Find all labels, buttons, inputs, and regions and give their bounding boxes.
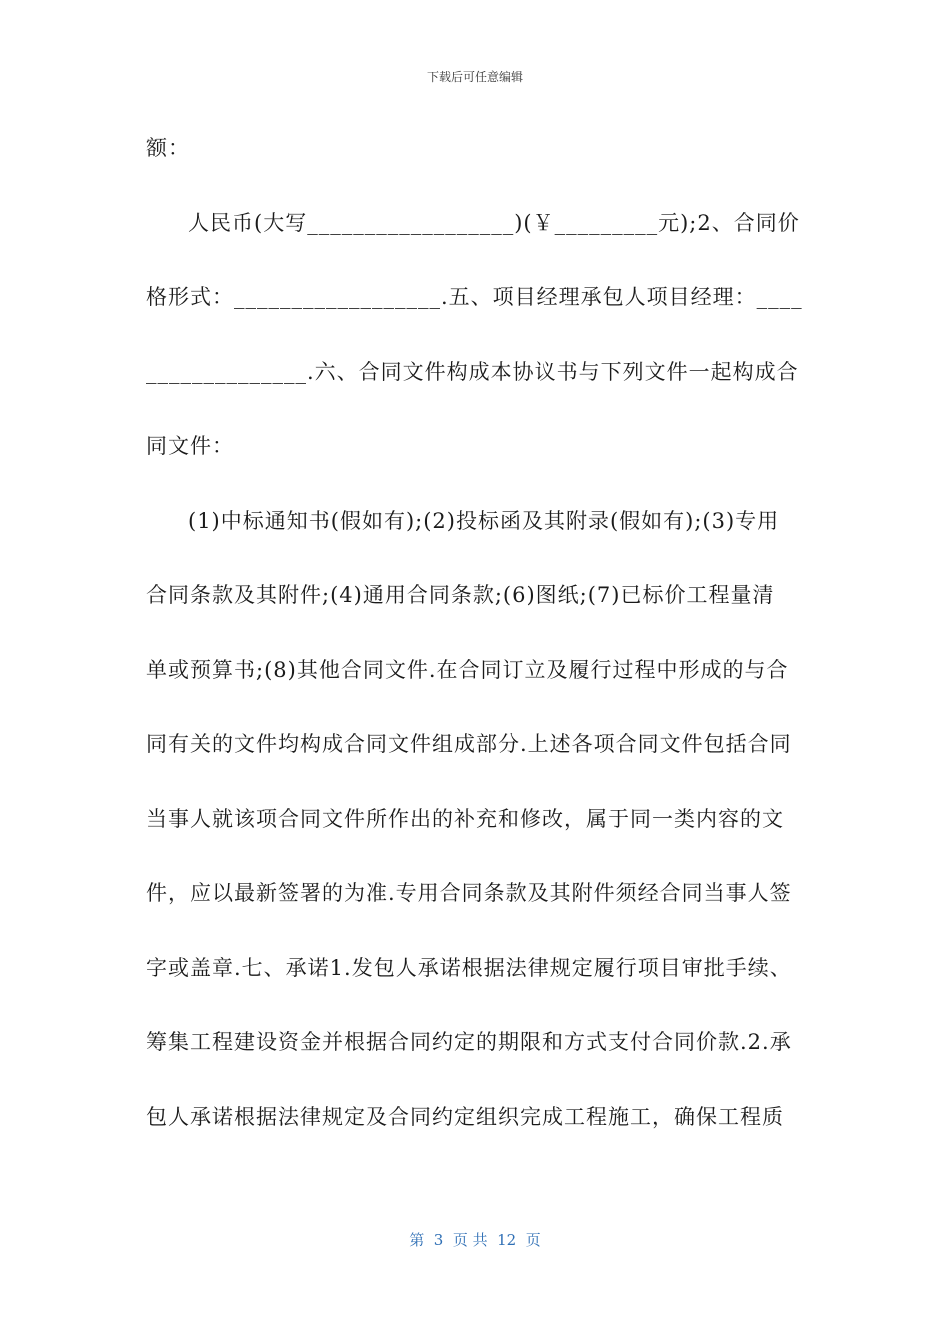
body-line: 合同条款及其附件;(4)通用合同条款;(6)图纸;(7)已标价工程量清 — [146, 583, 775, 607]
page-footer: 第 3 页 共 12 页 — [409, 1231, 541, 1249]
body-line: 人民币(大写__________________)(￥_________元);2、合同价 — [188, 210, 800, 235]
body-line: 件，应以最新签署的为准.专用合同条款及其附件须经合同当事人签 — [146, 881, 792, 905]
body-line: 同有关的文件均构成合同文件组成部分.上述各项合同文件包括合同 — [146, 732, 792, 756]
body-line: ______________.六、合同文件构成本协议书与下列文件一起构成合 — [146, 359, 799, 384]
body-line: 包人承诺根据法律规定及合同约定组织完成工程施工，确保工程质 — [146, 1104, 784, 1129]
body-line: 同文件： — [146, 434, 234, 458]
body-line: 字或盖章.七、承诺1.发包人承诺根据法律规定履行项目审批手续、 — [146, 955, 792, 980]
body-line: (1)中标通知书(假如有);(2)投标函及其附录(假如有);(3)专用 — [188, 508, 780, 533]
body-line: 单或预算书;(8)其他合同文件.在合同订立及履行过程中形成的与合 — [146, 657, 789, 682]
body-line: 筹集工程建设资金并根据合同约定的期限和方式支付合同价款.2.承 — [146, 1030, 792, 1054]
body-line: 额： — [146, 136, 190, 160]
document-body — [146, 128, 806, 1171]
body-line: 格形式：__________________.五、项目经理承包人项目经理：____ — [146, 285, 803, 309]
body-line: 当事人就该项合同文件所作出的补充和修改，属于同一类内容的文 — [146, 806, 784, 831]
page-header: 下载后可任意编辑 — [426, 70, 523, 84]
